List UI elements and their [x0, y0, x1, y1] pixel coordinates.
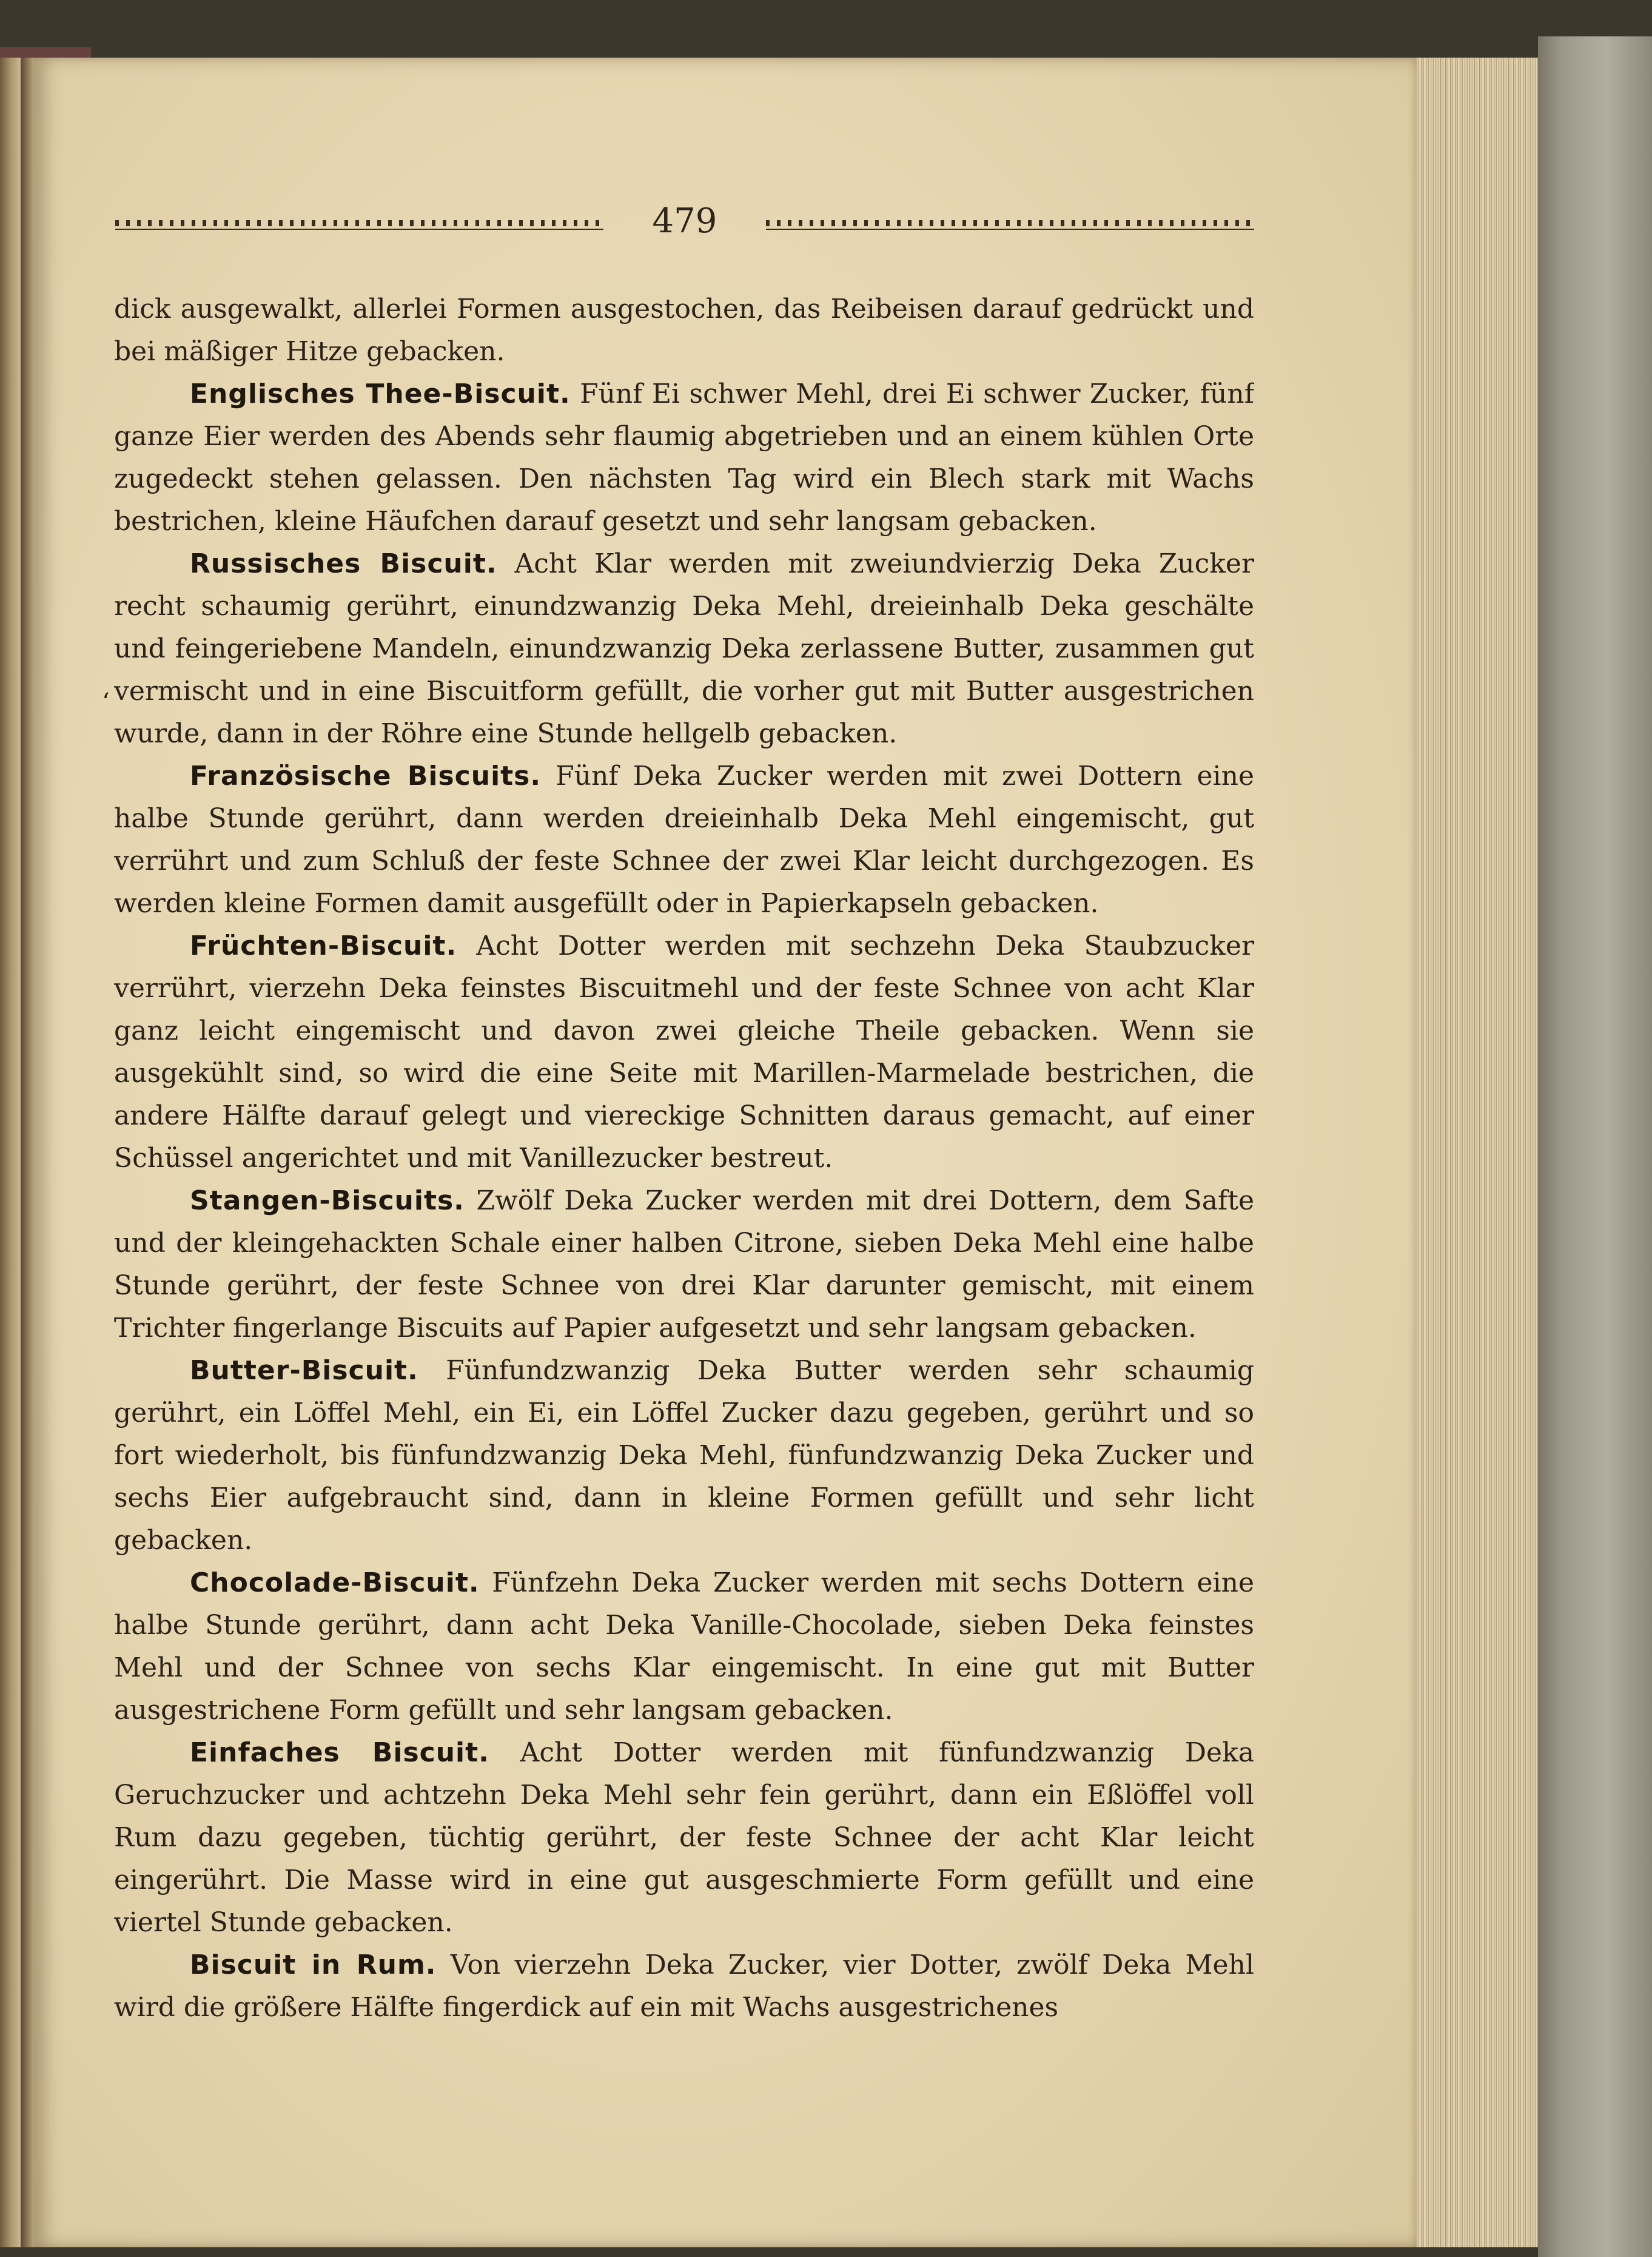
recipe-title: Französische Biscuits.	[190, 761, 542, 792]
recipe-title: Einfaches Biscuit.	[190, 1737, 489, 1768]
recipe-title: Stangen-Biscuits.	[190, 1185, 465, 1216]
recipe-title: Russisches Biscuit.	[190, 548, 497, 579]
recipe-paragraph	[114, 1350, 1254, 1562]
recipe-text: Acht Dotter werden mit sechzehn Deka Staubzucker verrührt, vierzehn Deka feinstes Biscuitmehl und der feste Schnee von acht Klar ganz leicht eingemischt und davon zwei gleiche Theile gebacken. Wenn sie ausgekühlt sind, so wird die eine Seite mit Marillen-Marmelade bestrichen, die andere Hälfte darauf gelegt und viereckige Schnitten daraus gemacht, auf einer Schüssel angerichtet und mit Vanillezucker bestreut.	[114, 930, 1254, 1174]
page-number: 479	[652, 201, 717, 241]
recipe-paragraph	[114, 288, 1254, 373]
recipe-title: Früchten-Biscuit.	[190, 930, 457, 961]
recipe-text: Von vierzehn Deka Zucker, vier Dotter, zwölf Deka Mehl wird die größere Hälfte fingerdick auf ein mit Wachs ausgestrichenes	[114, 1949, 1254, 2023]
recipe-text: Acht Dotter werden mit fünfundzwanzig Deka Geruchzucker und achtzehn Deka Mehl sehr fein gerührt, dann ein Eßlöffel voll Rum dazu gegeben, tüchtig gerührt, der feste Schnee der acht Klar leicht eingerührt. Die Masse wird in eine gut ausgeschmierte Form gefüllt und eine viertel Stunde gebacken.	[114, 1737, 1254, 1938]
recipe-text: Fünfundzwanzig Deka Butter werden sehr schaumig gerührt, ein Löffel Mehl, ein Ei, ein Löffel Zucker dazu gegeben, gerührt und so fort wiederholt, bis fünfundzwanzig Deka Mehl, fünfundzwanzig Deka Zucker und sechs Eier aufgebraucht sind, dann in kleine Formen gefüllt und sehr licht gebacken.	[114, 1355, 1254, 1556]
page-header	[115, 197, 1254, 246]
recipe-text: Fünf Ei schwer Mehl, drei Ei schwer Zucker, fünf ganze Eier werden des Abends sehr flaumig abgetrieben und an einem kühlen Orte zugedeckt stehen gelassen. Den nächsten Tag wird ein Blech stark mit Wachs bestrichen, kleine Häufchen darauf gesetzt und sehr langsam gebacken.	[114, 378, 1254, 537]
book-cover-edge	[1538, 36, 1652, 2257]
recipe-text: Acht Klar werden mit zweiundvierzig Deka Zucker recht schaumig gerührt, einundzwanzig Deka Mehl, dreieinhalb Deka geschälte und feingeriebene Mandeln, einundzwanzig Deka zerlassene Butter, zusammen gut vermischt und in eine Biscuitform gefüllt, die vorher gut mit Butter ausgestrichen wurde, dann in der Röhre eine Stunde hellgelb gebacken.	[114, 548, 1254, 749]
recipe-title: Biscuit in Rum.	[190, 1949, 437, 1980]
recipe-paragraph	[114, 1732, 1254, 1944]
spine-shadow	[21, 58, 34, 2247]
recipe-paragraph	[114, 543, 1254, 755]
recipe-title: Englisches Thee-Biscuit.	[190, 378, 571, 409]
header-ornament-right	[766, 220, 1254, 230]
recipe-text: Fünfzehn Deka Zucker werden mit sechs Dottern eine halbe Stunde gerührt, dann acht Deka Vanille-Chocolade, sieben Deka feinstes Mehl und der Schnee von sechs Klar eingemischt. In eine gut mit Butter ausgestrichene Form gefüllt und sehr langsam gebacken.	[114, 1567, 1254, 1726]
recipe-paragraph	[114, 755, 1254, 925]
recipe-title: Butter-Biscuit.	[190, 1355, 418, 1386]
page-text	[114, 288, 1254, 2077]
recipe-title: Chocolade-Biscuit.	[190, 1567, 480, 1598]
recipe-paragraph	[114, 1562, 1254, 1732]
previous-page-edge	[0, 58, 21, 2247]
recipe-text: Fünf Deka Zucker werden mit zwei Dottern eine halbe Stunde gerührt, dann werden dreieinhalb Deka Mehl eingemischt, gut verrührt und zum Schluß der feste Schnee der zwei Klar leicht durchgezogen. Es werden kleine Formen damit ausgefüllt oder in Papierkapseln gebacken.	[114, 761, 1254, 919]
recipe-text: Zwölf Deka Zucker werden mit drei Dottern, dem Safte und der kleingehackten Schale einer halben Citrone, sieben Deka Mehl eine halbe Stunde gerührt, der feste Schnee von drei Klar darunter gemischt, mit einem Trichter fingerlange Biscuits auf Papier aufgesetzt und sehr langsam gebacken.	[114, 1185, 1254, 1344]
recipe-paragraph	[114, 925, 1254, 1180]
recipe-paragraph	[114, 1180, 1254, 1350]
recipe-paragraph	[114, 1944, 1254, 2029]
recipe-paragraph	[114, 373, 1254, 543]
page-stack-edge	[1417, 58, 1538, 2247]
margin-mark: ʻ	[102, 688, 110, 716]
recipe-text: dick ausgewalkt, allerlei Formen ausgestochen, das Reibeisen darauf gedrückt und bei mäßiger Hitze gebacken.	[114, 294, 1254, 367]
